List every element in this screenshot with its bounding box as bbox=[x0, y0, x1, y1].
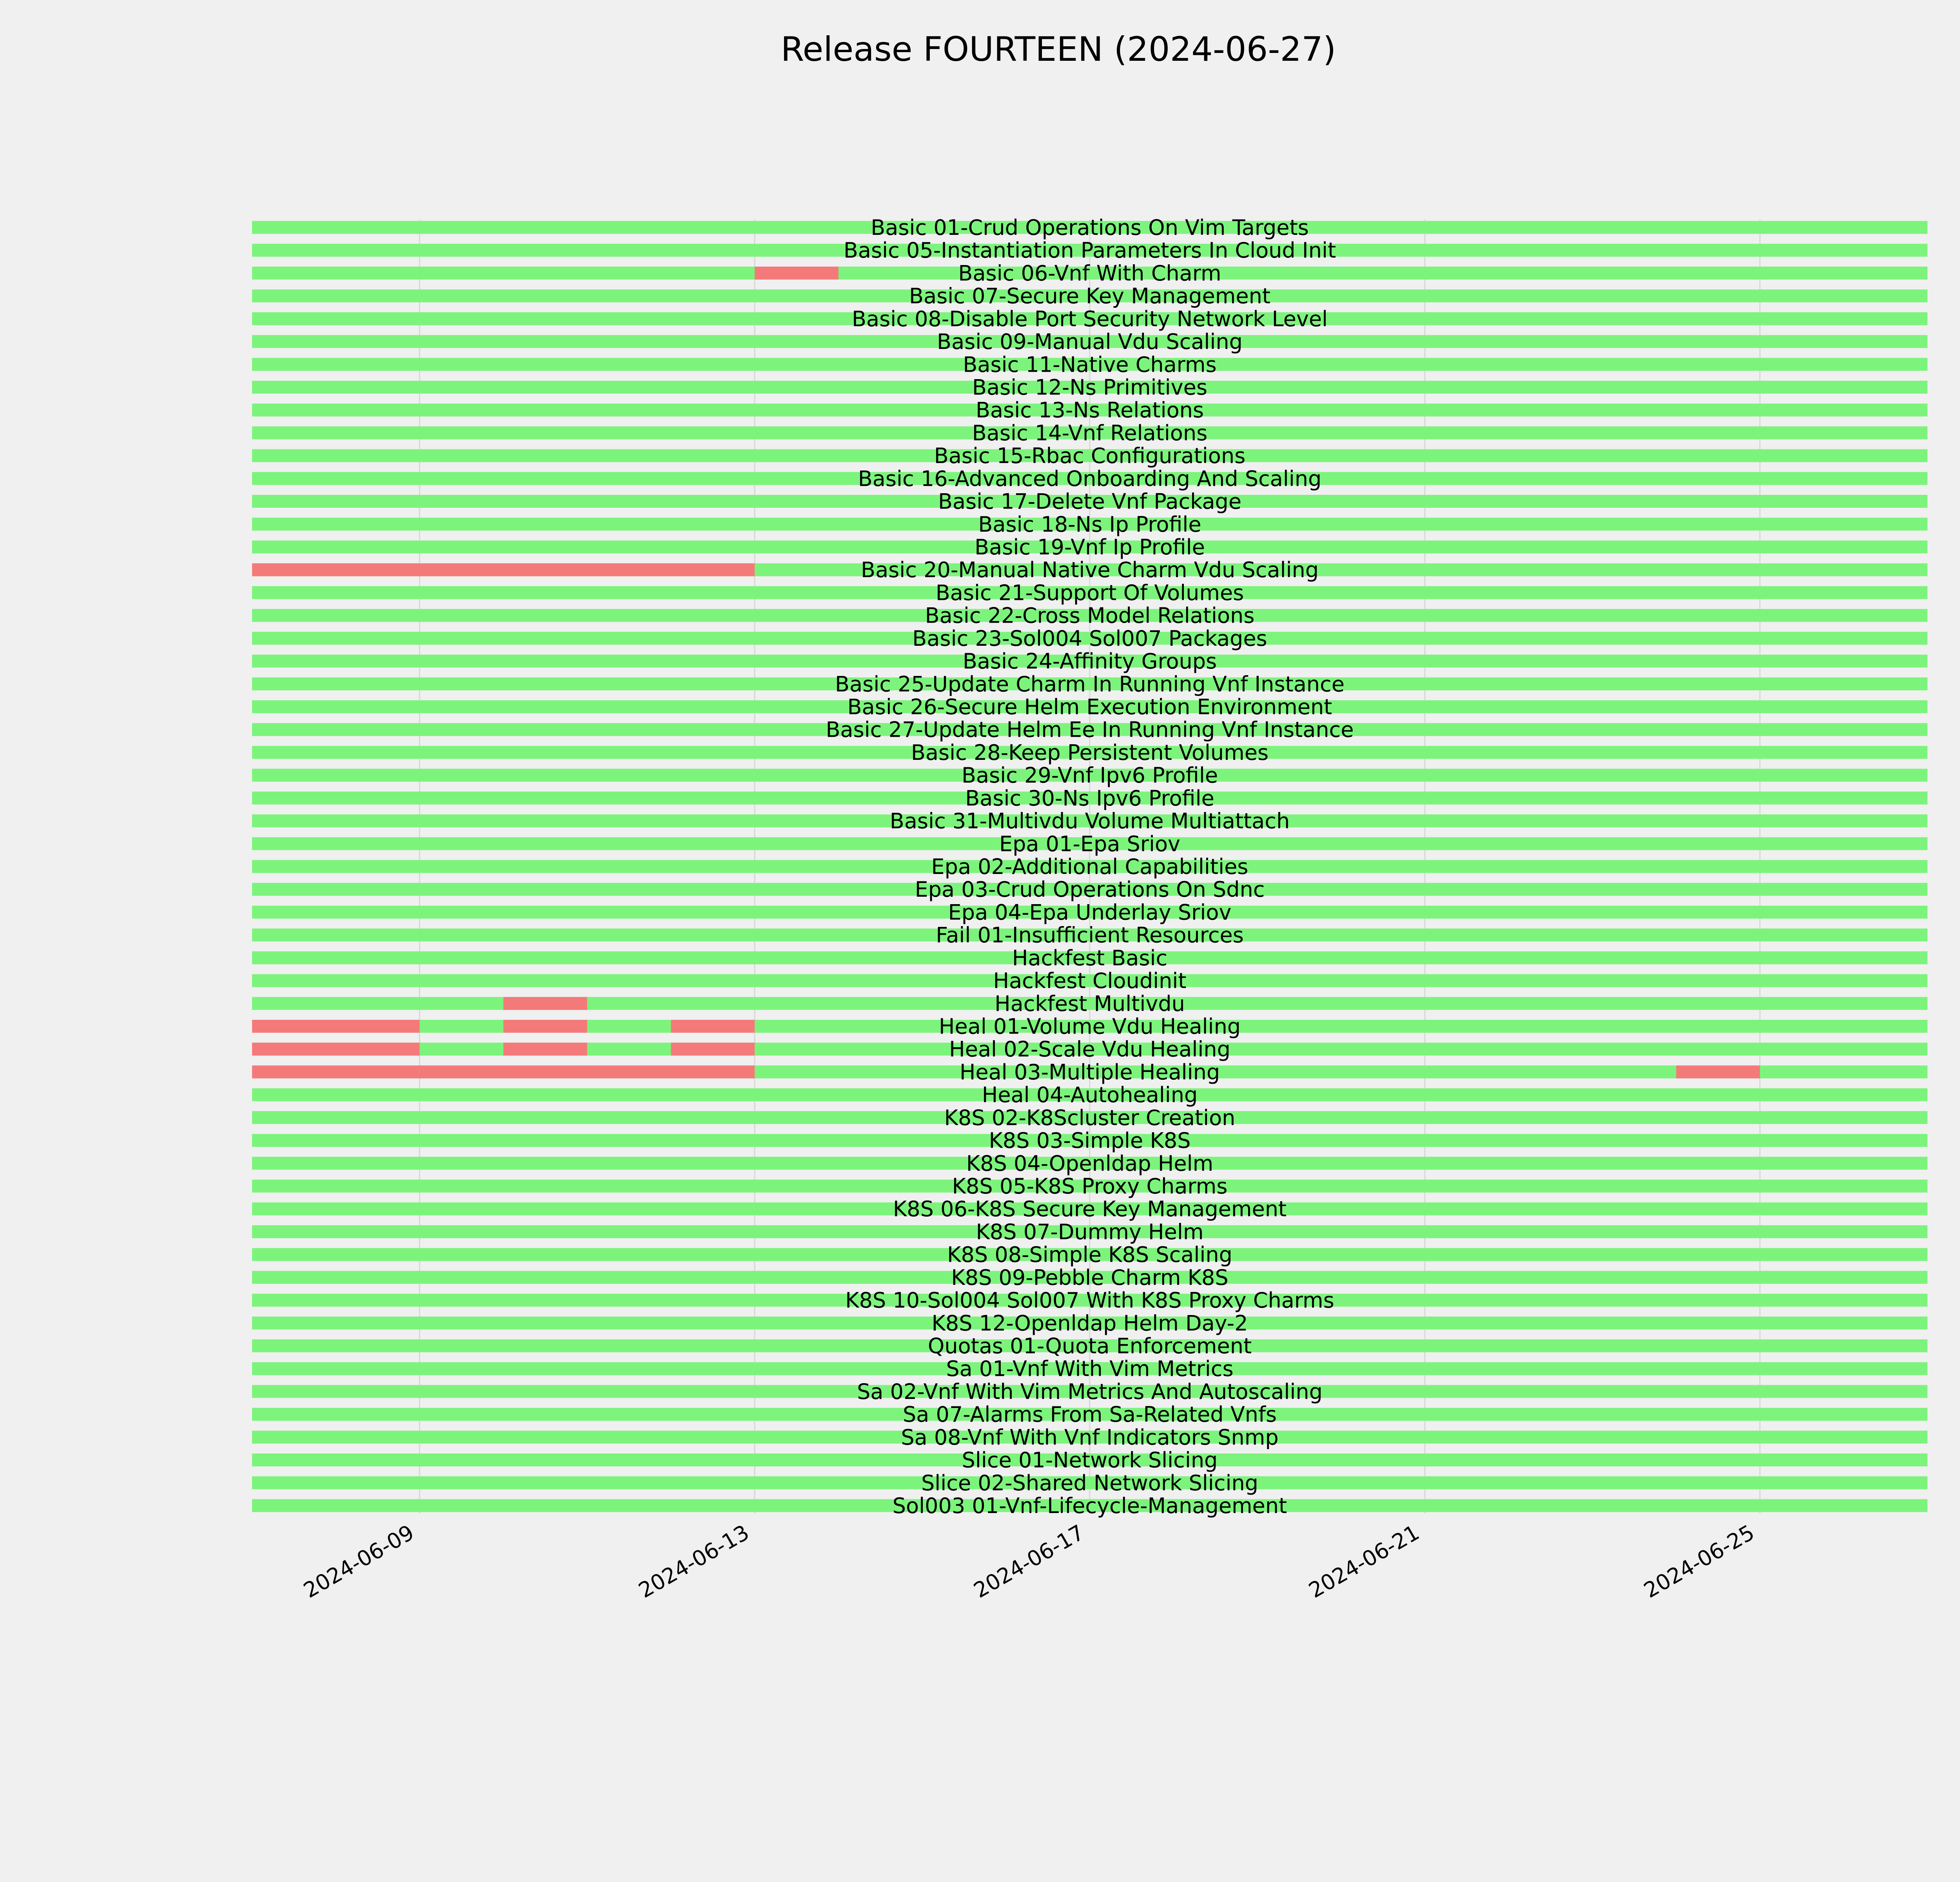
test-label: Basic 29-Vnf Ipv6 Profile bbox=[961, 763, 1218, 788]
x-tick-label: 2024-06-09 bbox=[299, 1520, 418, 1603]
test-label: Sol003 01-Vnf-Lifecycle-Management bbox=[892, 1493, 1287, 1518]
test-label: Epa 04-Epa Underlay Sriov bbox=[948, 900, 1232, 925]
test-label: K8S 08-Simple K8S Scaling bbox=[947, 1242, 1232, 1267]
test-label: Basic 14-Vnf Relations bbox=[972, 420, 1208, 445]
test-label: Basic 20-Manual Native Charm Vdu Scaling bbox=[861, 558, 1319, 583]
test-label: K8S 06-K8S Secure Key Management bbox=[893, 1197, 1287, 1222]
test-label: Basic 27-Update Helm Ee In Running Vnf Instance bbox=[826, 717, 1354, 742]
test-label: Basic 22-Cross Model Relations bbox=[925, 603, 1255, 628]
chart-title: Release FOURTEEN (2024-06-27) bbox=[780, 30, 1336, 69]
fail-bar bbox=[671, 1043, 755, 1055]
ticks-layer bbox=[299, 1520, 1759, 1603]
test-label: Basic 31-Multivdu Volume Multiattach bbox=[889, 808, 1290, 834]
x-tick-label: 2024-06-25 bbox=[1639, 1520, 1759, 1603]
x-tick-label: 2024-06-13 bbox=[634, 1520, 753, 1603]
test-label: Quotas 01-Quota Enforcement bbox=[927, 1333, 1252, 1359]
test-label: Basic 19-Vnf Ip Profile bbox=[975, 535, 1205, 560]
fail-bar bbox=[252, 1065, 755, 1078]
test-label: Slice 02-Shared Network Slicing bbox=[921, 1470, 1258, 1495]
test-label: Fail 01-Insufficient Resources bbox=[936, 923, 1244, 948]
test-label: Basic 15-Rbac Configurations bbox=[934, 443, 1246, 469]
fail-bar bbox=[252, 1043, 419, 1055]
test-label: Heal 03-Multiple Healing bbox=[959, 1059, 1220, 1085]
test-label: Basic 26-Secure Helm Execution Environment bbox=[847, 694, 1332, 719]
test-label: Sa 08-Vnf With Vnf Indicators Snmp bbox=[901, 1425, 1279, 1450]
test-label: K8S 02-K8Scluster Creation bbox=[944, 1105, 1236, 1130]
test-label: K8S 09-Pebble Charm K8S bbox=[951, 1265, 1229, 1290]
fail-bar bbox=[503, 1043, 587, 1055]
test-label: Basic 11-Native Charms bbox=[963, 352, 1217, 377]
test-label: K8S 03-Simple K8S bbox=[989, 1128, 1191, 1153]
test-label: Basic 05-Instantiation Parameters In Cloud Init bbox=[843, 238, 1336, 263]
test-label: Basic 21-Support Of Volumes bbox=[935, 580, 1244, 605]
test-label: K8S 07-Dummy Helm bbox=[976, 1219, 1204, 1244]
x-tick-label: 2024-06-17 bbox=[969, 1520, 1089, 1603]
test-label: Hackfest Basic bbox=[1012, 945, 1168, 970]
test-label: Epa 01-Epa Sriov bbox=[999, 831, 1180, 856]
test-label: Basic 17-Delete Vnf Package bbox=[938, 489, 1242, 514]
test-label: K8S 05-K8S Proxy Charms bbox=[952, 1174, 1228, 1199]
test-label: Basic 09-Manual Vdu Scaling bbox=[937, 329, 1243, 354]
fail-bar bbox=[252, 563, 755, 576]
test-label: Epa 03-Crud Operations On Sdnc bbox=[915, 877, 1265, 902]
test-label: Basic 28-Keep Persistent Volumes bbox=[911, 740, 1269, 765]
test-label: K8S 10-Sol004 Sol007 With K8S Proxy Charms bbox=[845, 1288, 1334, 1313]
test-label: Basic 08-Disable Port Security Network Level bbox=[851, 306, 1328, 331]
fail-bar bbox=[252, 1020, 419, 1033]
test-label: Basic 12-Ns Primitives bbox=[972, 375, 1207, 400]
test-label: Slice 01-Network Slicing bbox=[962, 1448, 1218, 1473]
test-label: Basic 18-Ns Ip Profile bbox=[978, 512, 1201, 537]
test-label: Basic 30-Ns Ipv6 Profile bbox=[965, 786, 1214, 811]
test-label: Basic 01-Crud Operations On Vim Targets bbox=[871, 215, 1309, 240]
test-label: Basic 07-Secure Key Management bbox=[909, 283, 1270, 309]
test-label: Sa 01-Vnf With Vim Metrics bbox=[946, 1356, 1234, 1381]
test-label: Heal 01-Volume Vdu Healing bbox=[938, 1014, 1241, 1039]
test-label: Sa 02-Vnf With Vim Metrics And Autoscaling bbox=[857, 1379, 1323, 1404]
test-label: Heal 04-Autohealing bbox=[982, 1083, 1198, 1108]
x-tick-label: 2024-06-21 bbox=[1305, 1520, 1424, 1603]
test-label: Basic 16-Advanced Onboarding And Scaling bbox=[858, 466, 1322, 491]
fail-bar bbox=[503, 997, 587, 1010]
test-label: Basic 23-Sol004 Sol007 Packages bbox=[912, 626, 1267, 651]
test-label: Sa 07-Alarms From Sa-Related Vnfs bbox=[902, 1402, 1277, 1427]
fail-bar bbox=[503, 1020, 587, 1033]
fail-bar bbox=[755, 267, 838, 280]
test-label: Basic 24-Affinity Groups bbox=[962, 649, 1217, 674]
test-label: Epa 02-Additional Capabilities bbox=[931, 854, 1249, 879]
test-label: K8S 04-Openldap Helm bbox=[966, 1151, 1214, 1176]
test-label: Hackfest Cloudinit bbox=[993, 968, 1187, 994]
test-label: Basic 13-Ns Relations bbox=[975, 398, 1204, 423]
test-label: Hackfest Multivdu bbox=[995, 991, 1185, 1016]
test-label: K8S 12-Openldap Helm Day-2 bbox=[931, 1311, 1248, 1336]
fail-bar bbox=[1676, 1065, 1760, 1078]
test-label: Basic 25-Update Charm In Running Vnf Instance bbox=[835, 672, 1345, 697]
test-label: Basic 06-Vnf With Charm bbox=[958, 261, 1221, 286]
test-label: Heal 02-Scale Vdu Healing bbox=[949, 1037, 1230, 1062]
fail-bar bbox=[671, 1020, 755, 1033]
